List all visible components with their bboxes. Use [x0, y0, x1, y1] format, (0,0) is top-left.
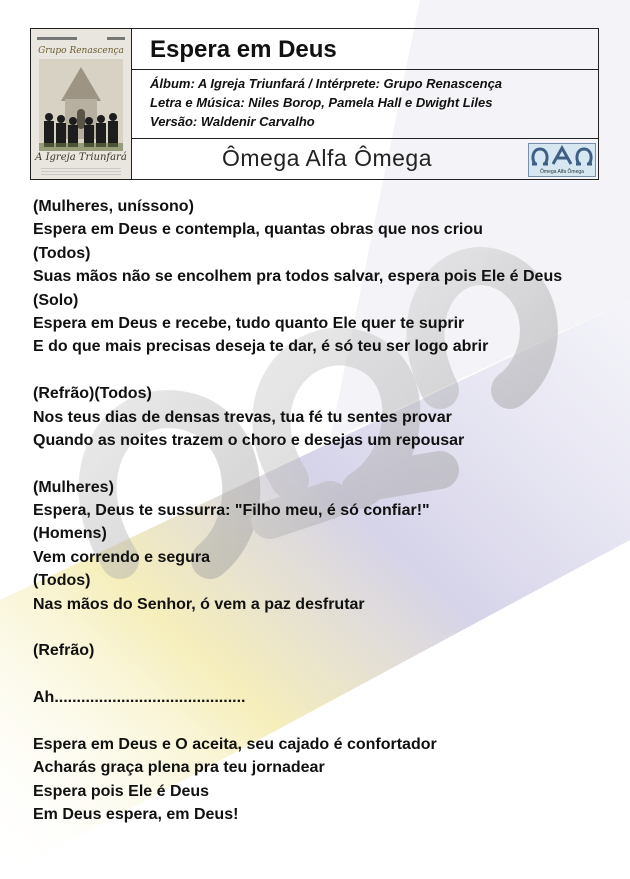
omega-alpha-omega-icon — [529, 144, 595, 168]
album-cover — [31, 29, 132, 179]
lyric-line: Vem correndo e segura — [33, 548, 210, 566]
lyric-line: (Todos) — [33, 572, 91, 590]
brand-logo — [528, 143, 596, 177]
lyric-line: Espera em Deus e O aceita, seu cajado é confortador — [33, 735, 437, 753]
lyric-line: (Homens) — [33, 525, 107, 543]
lyric-line: Nas mãos do Senhor, ó vem a paz desfrutar — [33, 595, 365, 613]
brand-cell — [132, 139, 598, 179]
lyric-line: (Refrão)(Todos) — [33, 385, 152, 403]
lyric-line: Nos teus dias de densas trevas, tua fé tu sentes provar — [33, 408, 452, 426]
lyric-line: Acharás graça plena pra teu jornadear — [33, 759, 325, 777]
lyric-blank-line — [33, 359, 613, 382]
song-title: Espera em Deus — [150, 36, 337, 63]
lyric-line: (Refrão) — [33, 642, 95, 660]
lyric-line: Quando as noites trazem o choro e desejas um repousar — [33, 431, 465, 449]
version-line: Versão: Waldenir Carvalho — [150, 114, 315, 129]
logo-caption: Ômega Alfa Ômega — [540, 169, 584, 175]
info-cell — [132, 70, 598, 139]
lyric-blank-line — [33, 710, 613, 733]
authors-line: Letra e Música: Niles Borop, Pamela Hall e Dwight Liles — [150, 95, 493, 110]
lyric-line: Espera em Deus e contempla, quantas obras que nos criou — [33, 221, 483, 239]
lyric-blank-line — [33, 452, 613, 475]
cover-credits — [41, 167, 121, 175]
cover-group-name: Grupo Renascença — [38, 46, 124, 56]
lyric-line: Em Deus espera, em Deus! — [33, 806, 239, 824]
lyric-line: E do que mais precisas deseja te dar, é só teu ser logo abrir — [33, 338, 489, 356]
lyrics — [33, 195, 613, 827]
cover-topline — [37, 33, 125, 43]
brand-name: Ômega Alfa Ômega — [222, 145, 432, 171]
cover-album-title: A Igreja Triunfará — [35, 152, 127, 163]
lyric-line: (Todos) — [33, 244, 91, 262]
lyric-line: Espera, Deus te sussurra: "Filho meu, é só confiar!" — [33, 502, 430, 520]
lyric-line: (Solo) — [33, 291, 79, 309]
lyric-blank-line — [33, 616, 613, 639]
lyric-line: Espera em Deus e recebe, tudo quanto Ele quer te suprir — [33, 314, 465, 332]
lyric-line: (Mulheres) — [33, 478, 114, 496]
lyric-line: Suas mãos não se encolhem pra todos salvar, espera pois Ele é Deus — [33, 268, 563, 286]
lyric-blank-line — [33, 663, 613, 686]
cover-photo — [39, 59, 123, 151]
song-header — [30, 28, 599, 180]
lyric-line: Espera pois Ele é Deus — [33, 782, 210, 800]
lyric-line: (Mulheres, uníssono) — [33, 198, 194, 215]
lyric-line: Ah........................................... — [33, 689, 246, 707]
album-line: Álbum: A Igreja Triunfará / Intérprete: Grupo Renascença — [150, 76, 503, 91]
title-cell — [132, 29, 598, 70]
